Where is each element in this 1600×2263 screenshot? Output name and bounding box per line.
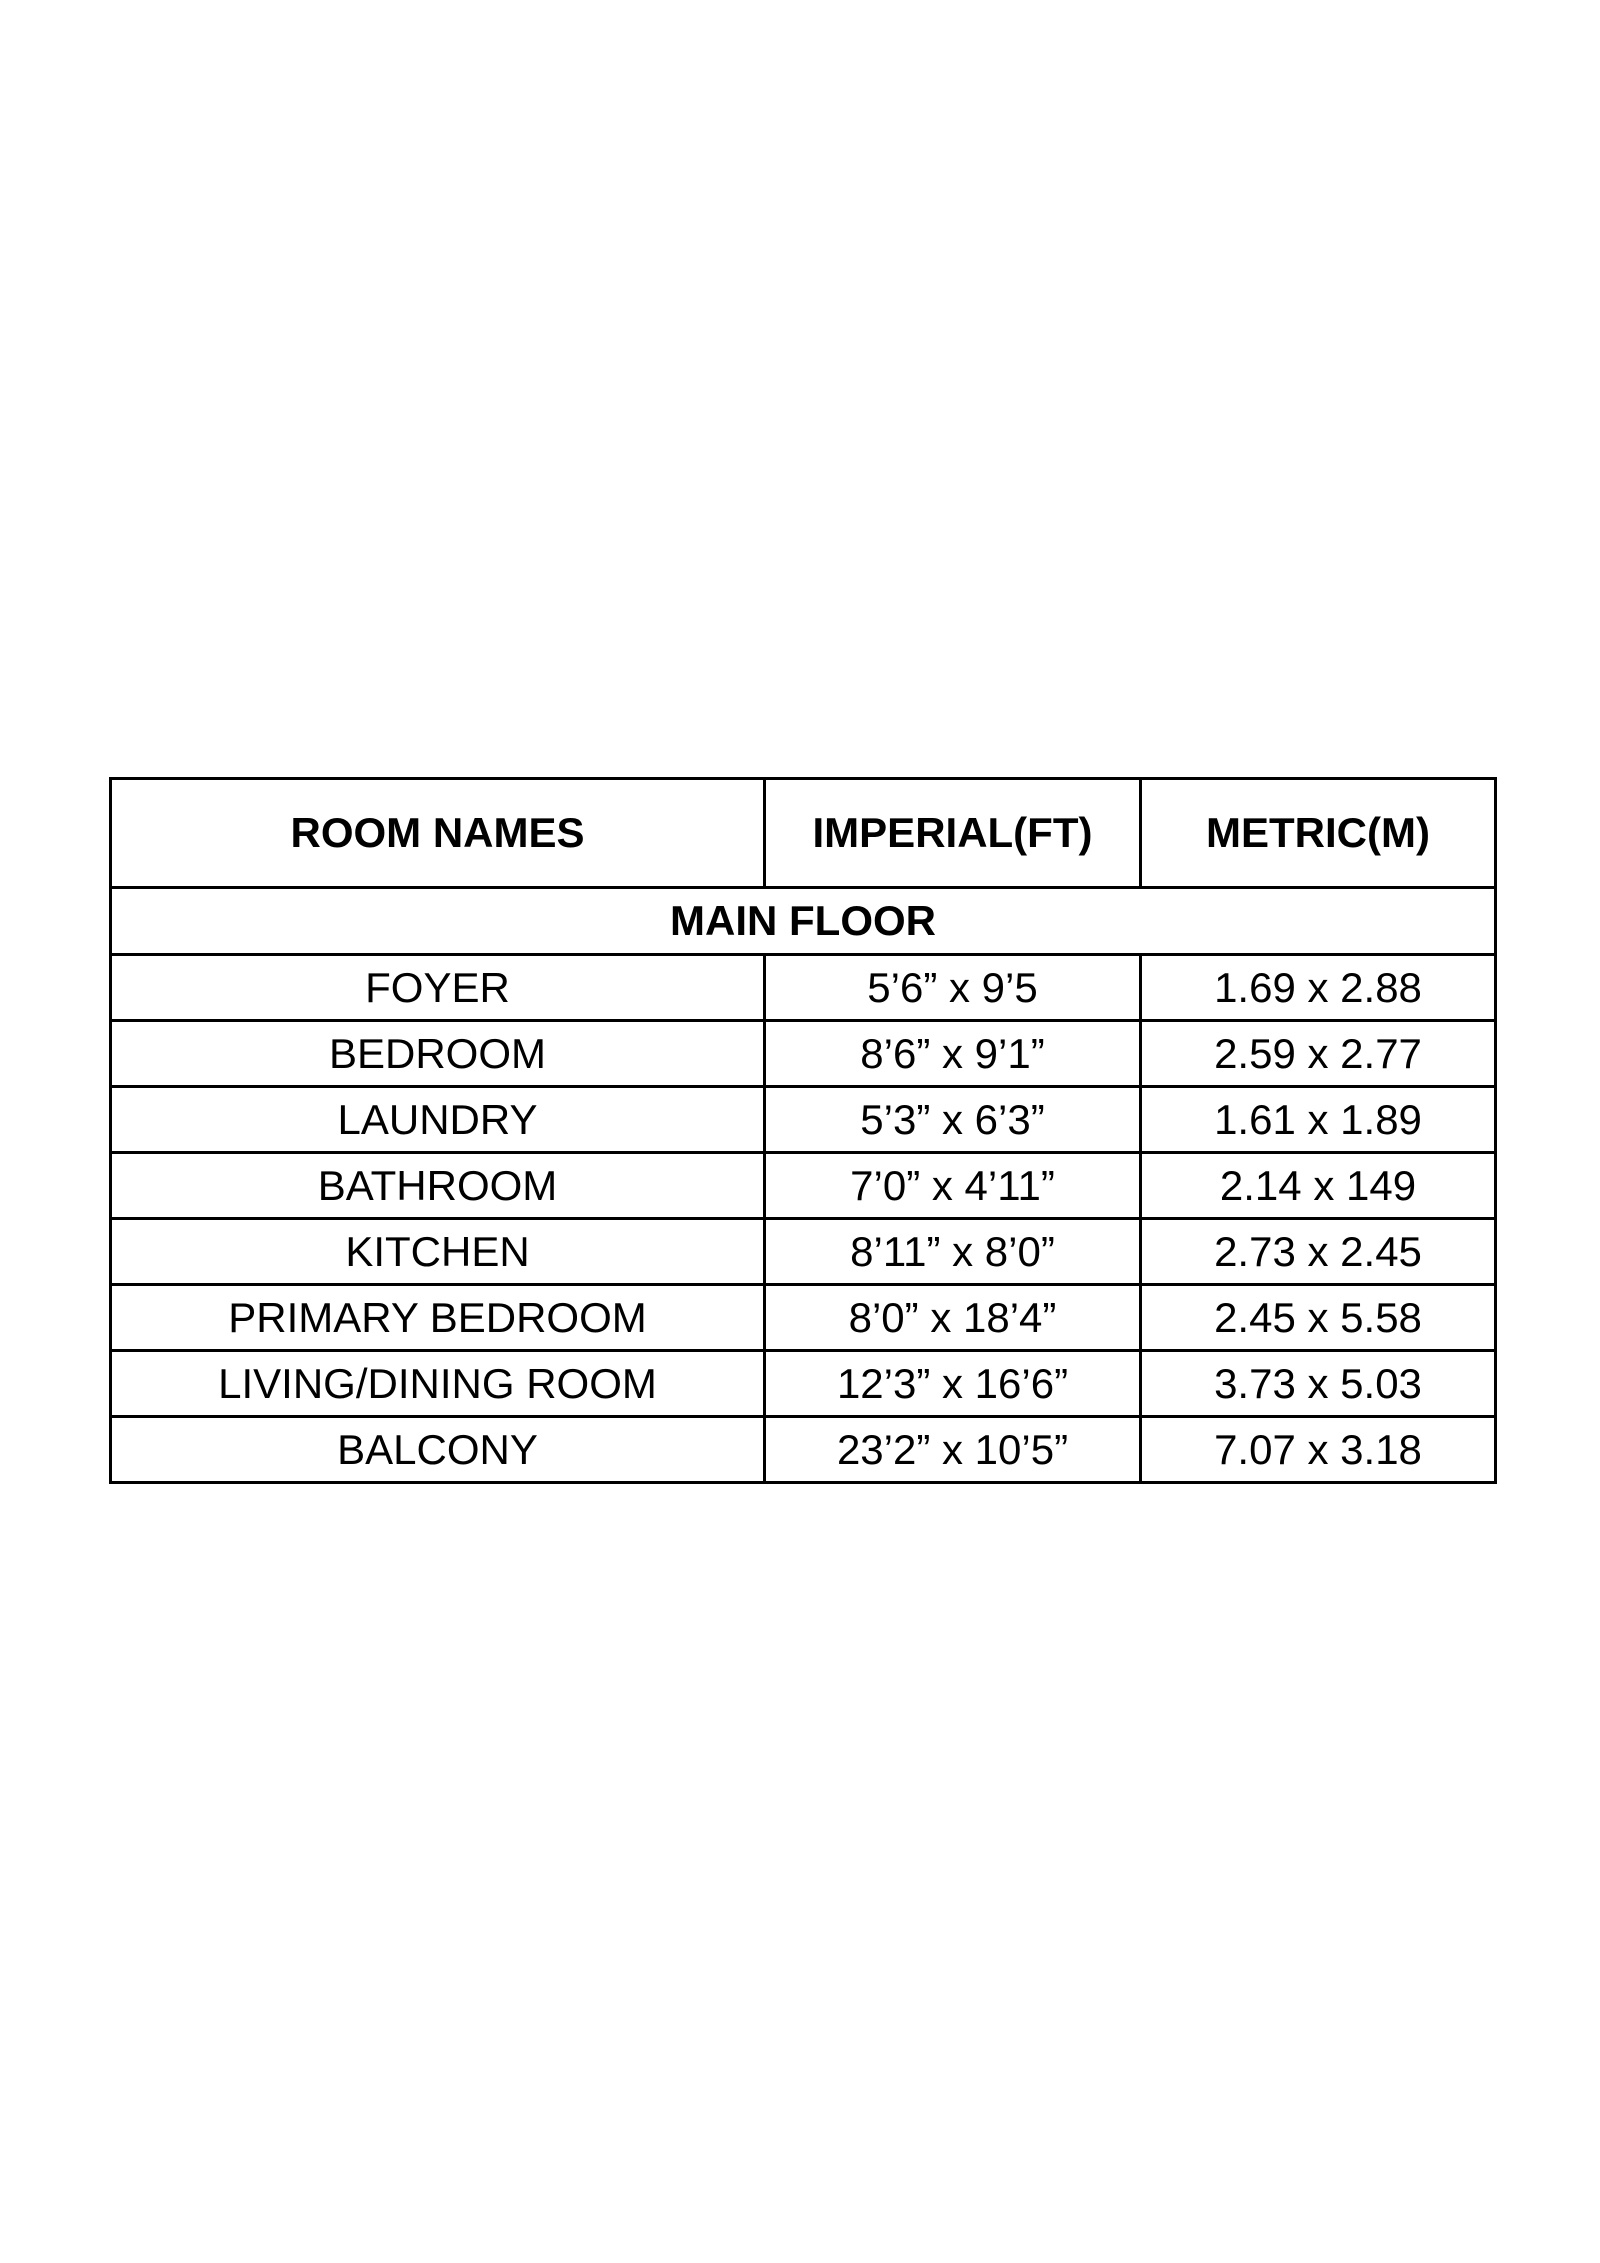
table-row bbox=[111, 1351, 1496, 1417]
room-name-cell: FOYER bbox=[111, 955, 765, 1021]
metric-cell: 2.14 x 149 bbox=[1141, 1153, 1496, 1219]
imperial-cell: 5’6” x 9’5 bbox=[765, 955, 1141, 1021]
table-header-row bbox=[111, 779, 1496, 888]
imperial-cell: 8’0” x 18’4” bbox=[765, 1285, 1141, 1351]
table-row bbox=[111, 955, 1496, 1021]
room-name-cell: PRIMARY BEDROOM bbox=[111, 1285, 765, 1351]
table-row bbox=[111, 1417, 1496, 1483]
imperial-cell: 5’3” x 6’3” bbox=[765, 1087, 1141, 1153]
room-name-cell: BATHROOM bbox=[111, 1153, 765, 1219]
imperial-cell: 8’6” x 9’1” bbox=[765, 1021, 1141, 1087]
room-dimensions-table bbox=[109, 777, 1497, 1484]
room-name-cell: LAUNDRY bbox=[111, 1087, 765, 1153]
column-header-room-names: ROOM NAMES bbox=[111, 779, 765, 888]
room-name-cell: BALCONY bbox=[111, 1417, 765, 1483]
section-label: MAIN FLOOR bbox=[111, 888, 1496, 955]
room-name-cell: KITCHEN bbox=[111, 1219, 765, 1285]
imperial-cell: 23’2” x 10’5” bbox=[765, 1417, 1141, 1483]
table-row bbox=[111, 1021, 1496, 1087]
table-row bbox=[111, 1153, 1496, 1219]
metric-cell: 2.59 x 2.77 bbox=[1141, 1021, 1496, 1087]
table-row bbox=[111, 1219, 1496, 1285]
column-header-metric: METRIC(M) bbox=[1141, 779, 1496, 888]
metric-cell: 1.69 x 2.88 bbox=[1141, 955, 1496, 1021]
metric-cell: 2.45 x 5.58 bbox=[1141, 1285, 1496, 1351]
room-name-cell: BEDROOM bbox=[111, 1021, 765, 1087]
table-row bbox=[111, 1087, 1496, 1153]
metric-cell: 7.07 x 3.18 bbox=[1141, 1417, 1496, 1483]
metric-cell: 1.61 x 1.89 bbox=[1141, 1087, 1496, 1153]
table-row bbox=[111, 1285, 1496, 1351]
imperial-cell: 12’3” x 16’6” bbox=[765, 1351, 1141, 1417]
imperial-cell: 7’0” x 4’11” bbox=[765, 1153, 1141, 1219]
column-header-imperial: IMPERIAL(FT) bbox=[765, 779, 1141, 888]
metric-cell: 2.73 x 2.45 bbox=[1141, 1219, 1496, 1285]
metric-cell: 3.73 x 5.03 bbox=[1141, 1351, 1496, 1417]
imperial-cell: 8’11” x 8’0” bbox=[765, 1219, 1141, 1285]
section-row-main-floor bbox=[111, 888, 1496, 955]
room-name-cell: LIVING/DINING ROOM bbox=[111, 1351, 765, 1417]
